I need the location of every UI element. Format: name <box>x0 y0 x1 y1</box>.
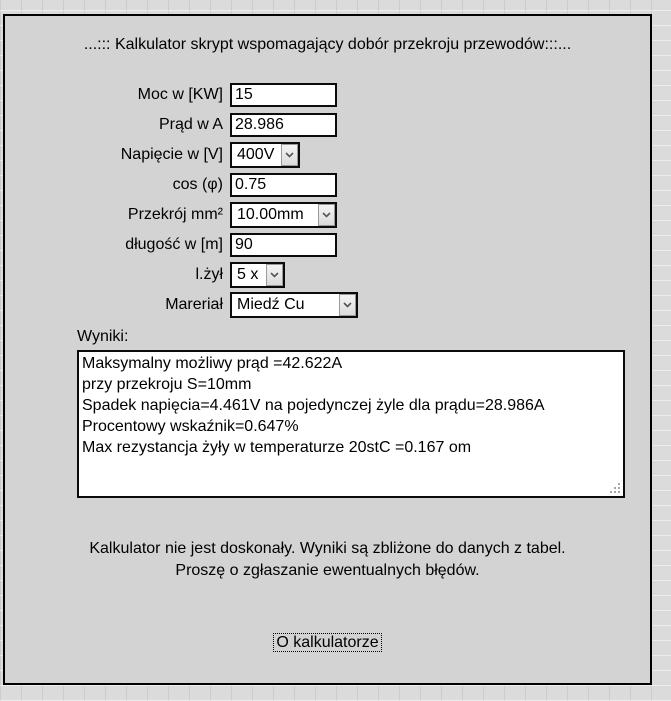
material-label: Mareriał <box>165 296 223 313</box>
row-prad <box>5 110 650 140</box>
calculator-form <box>5 80 650 320</box>
row-przekroj <box>5 200 650 230</box>
cos-input[interactable] <box>230 173 337 197</box>
page-title: ...::: Kalkulator skrypt wspomagający dobór przekroju przewodów:::... <box>83 36 572 53</box>
dlugosc-label: długość w [m] <box>125 236 223 253</box>
prad-input[interactable] <box>230 113 337 137</box>
moc-input[interactable] <box>230 83 337 107</box>
row-zyly <box>5 260 650 290</box>
przekroj-select-value: 10.00mm <box>237 206 304 223</box>
przekroj-select[interactable] <box>230 202 337 228</box>
row-cos <box>5 170 650 200</box>
row-material <box>5 290 650 320</box>
napiecie-label: Napięcie w [V] <box>120 146 223 163</box>
about-calculator-link[interactable]: O kalkulatorze <box>276 634 379 651</box>
cos-label: cos (φ) <box>172 176 223 193</box>
resize-grip-icon[interactable] <box>610 491 612 493</box>
results-area <box>77 350 625 498</box>
zyly-select[interactable] <box>230 262 285 288</box>
disclaimer-note <box>5 538 650 582</box>
chevron-down-icon <box>281 144 298 166</box>
row-dlugosc <box>5 230 650 260</box>
material-select-value: Miedź Cu <box>237 296 305 313</box>
disclaimer-line-2: Proszę o zgłaszanie ewentualnych błędów. <box>175 562 480 579</box>
zyly-select-value: 5 x <box>237 266 259 283</box>
disclaimer-line-1: Kalkulator nie jest doskonały. Wyniki są zbliżone do danych z tabel. <box>89 540 566 557</box>
dlugosc-input[interactable] <box>230 233 337 257</box>
results-textarea[interactable] <box>77 350 625 498</box>
napiecie-select[interactable] <box>230 142 300 168</box>
prad-label: Prąd w A <box>158 116 223 133</box>
row-napiecie <box>5 140 650 170</box>
napiecie-select-value: 400V <box>237 146 275 163</box>
chevron-down-icon <box>339 294 356 316</box>
results-label: Wyniki: <box>77 328 129 345</box>
calculator-panel <box>3 14 652 685</box>
row-moc <box>5 80 650 110</box>
chevron-down-icon <box>318 204 335 226</box>
material-select[interactable] <box>230 292 358 318</box>
chevron-down-icon <box>266 264 283 286</box>
about-link-container <box>5 634 650 652</box>
zyly-label: l.żył <box>195 266 223 283</box>
przekroj-label: Przekrój mm² <box>127 206 223 223</box>
moc-label: Moc w [KW] <box>137 86 223 103</box>
